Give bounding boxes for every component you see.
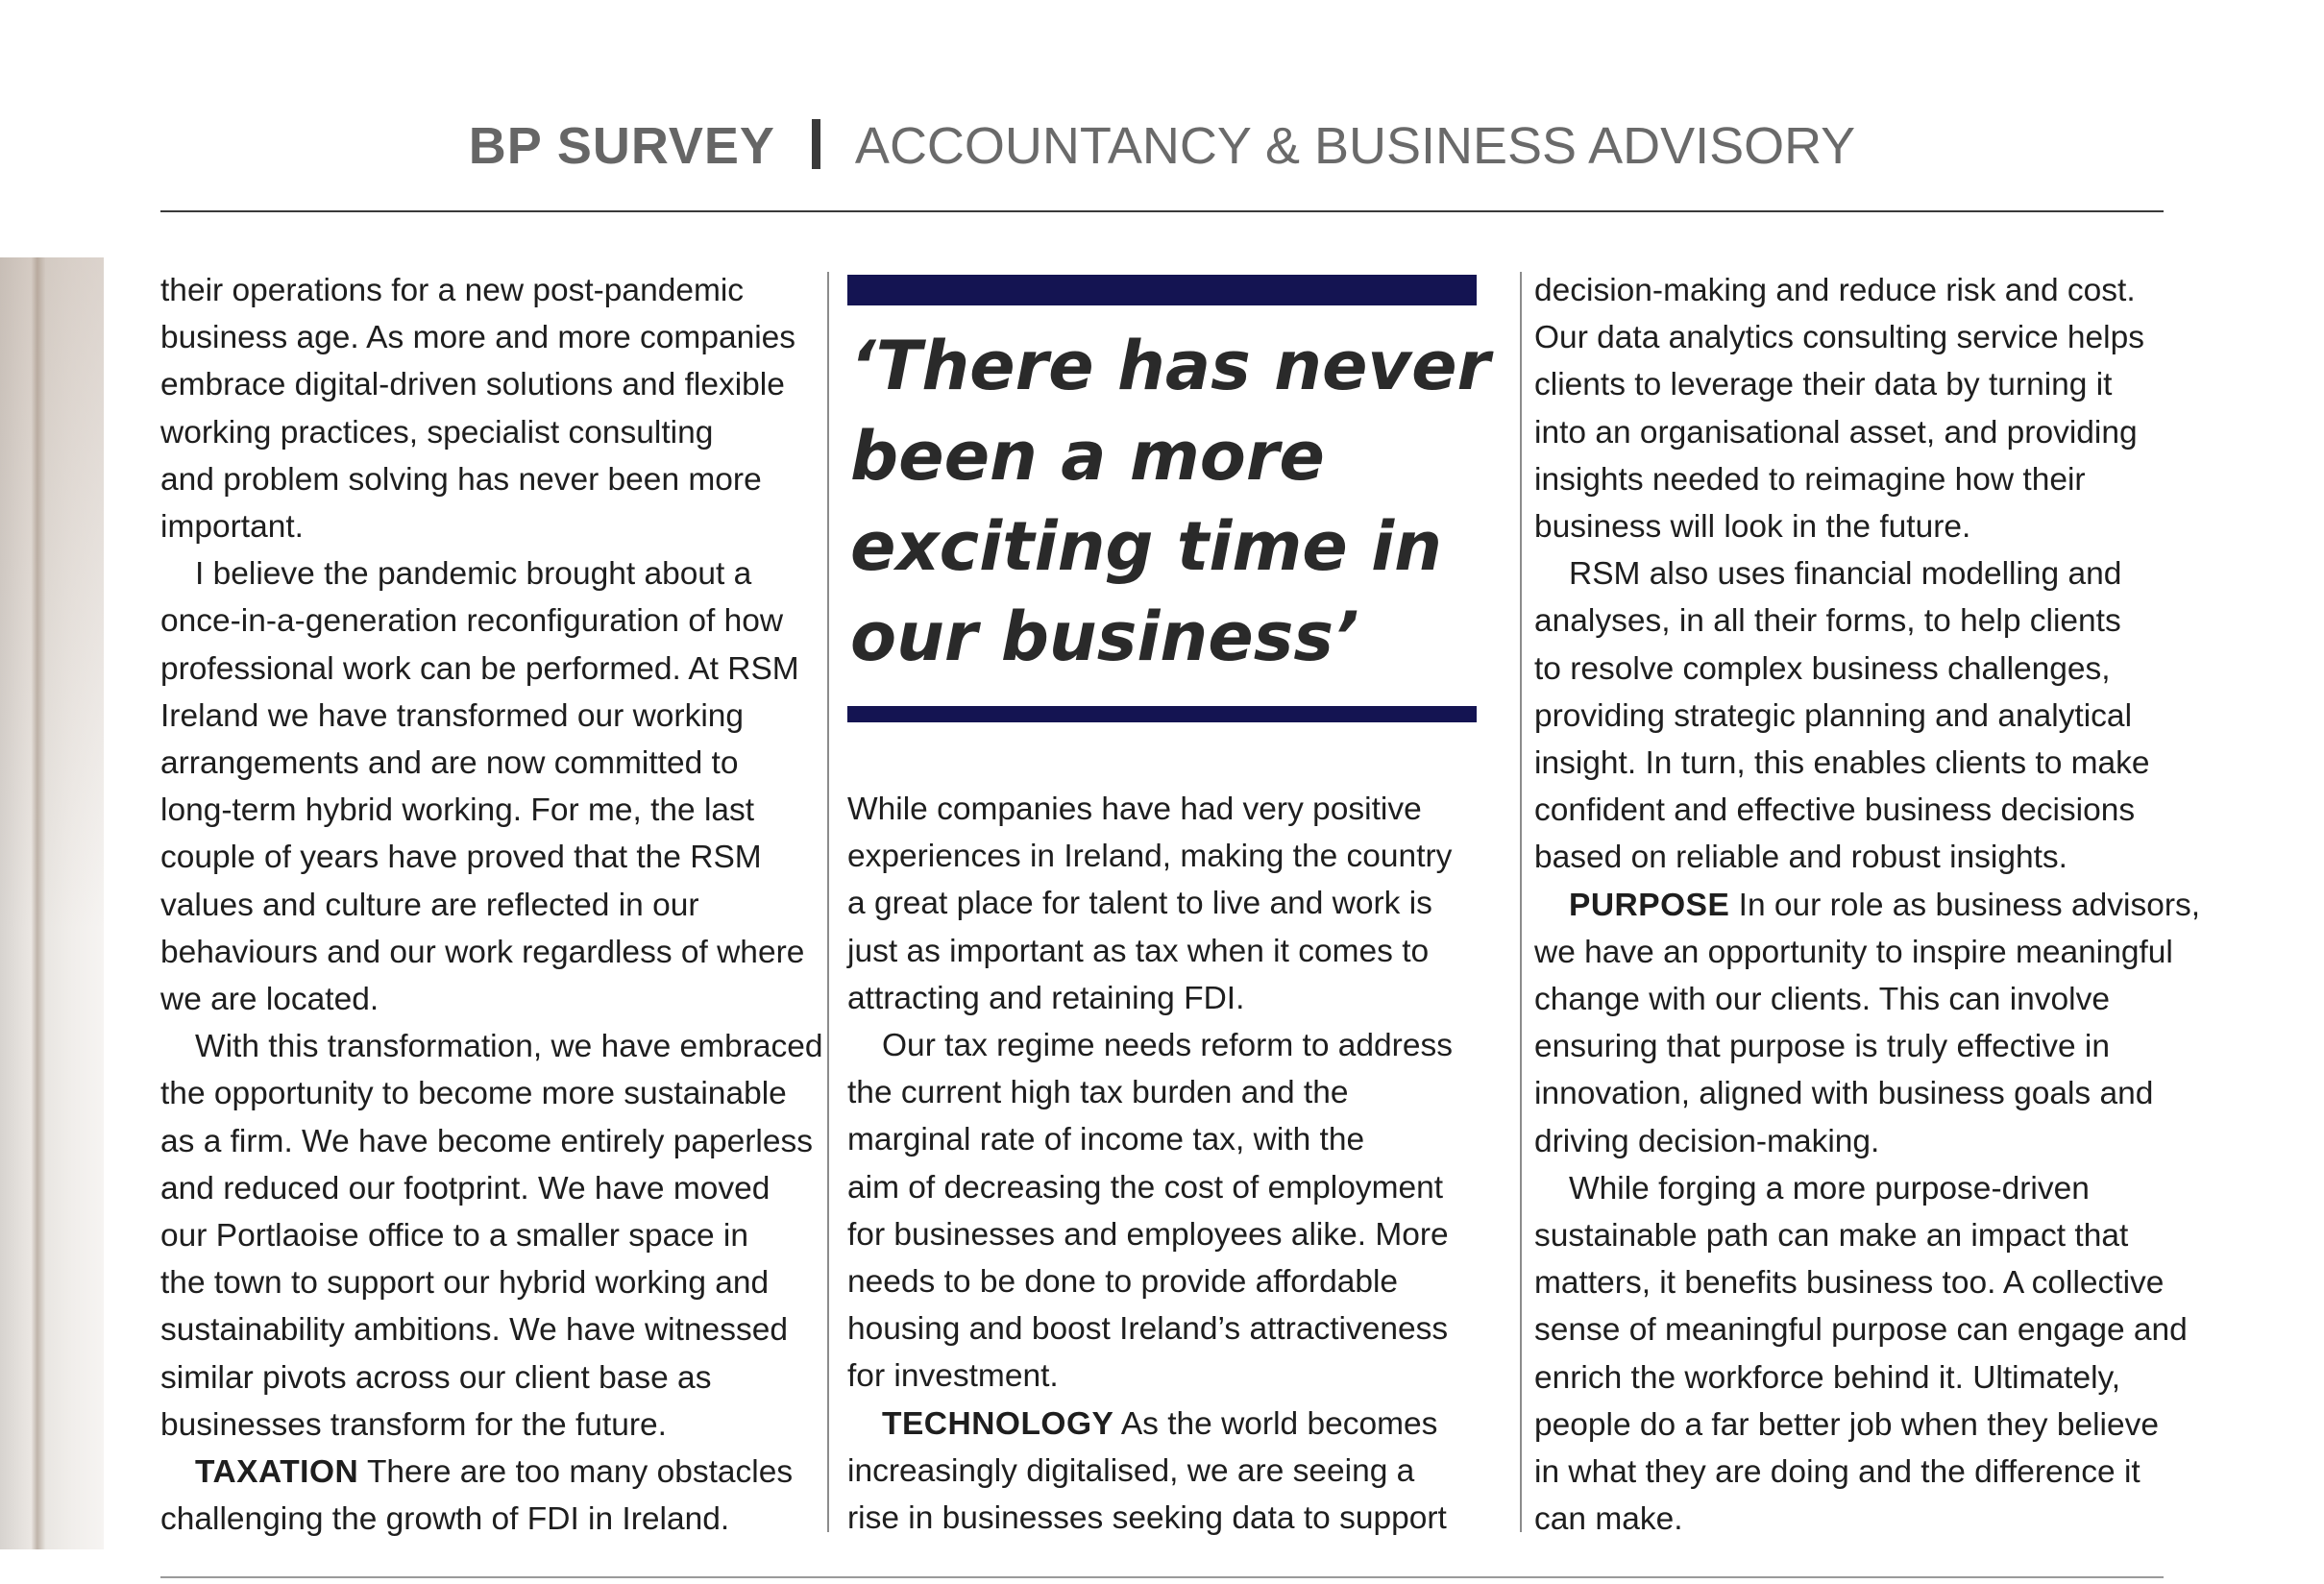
text-line [160,1449,814,1496]
subhead-taxation: TAXATION [195,1454,359,1491]
text-line: similar pivots across our client base as [160,1359,712,1396]
page-header [0,108,2324,184]
pullquote-line: exciting time in [850,507,1442,586]
text-line: for businesses and employees alike. More [847,1216,1449,1253]
text-line: the opportunity to become more sustainable [160,1076,787,1112]
text-line: for investment. [847,1358,1059,1395]
text-line: business age. As more and more companies [160,320,796,356]
text-line: While forging a more purpose-driven [1569,1170,2090,1206]
pullquote-bar-bottom [847,706,1477,722]
text-line: Our data analytics consulting service helps [1534,320,2144,356]
pullquote-line: been a more [850,417,1325,496]
text-line: sustainable path can make an impact that [1534,1218,2129,1255]
text-line: Ireland we have transformed our working [160,697,745,734]
text-line: their operations for a new post-pandemic [160,273,745,308]
text-line: clients to leverage their data by turning it [1534,367,2113,403]
text-line: our Portlaoise office to a smaller space in [160,1218,748,1255]
text-line: enrich the workforce behind it. Ultimately, [1534,1359,2121,1396]
column-divider-1 [827,272,829,1532]
paragraph [847,1401,1481,1543]
pullquote [850,321,1491,682]
header-rule [160,210,2164,212]
text-line: businesses transform for the future. [160,1406,667,1443]
text-run: In our role as business advisors, [1729,887,2201,923]
text-line: important. [160,509,304,546]
text-line: providing strategic planning and analytical [1534,697,2133,734]
text-line: attracting and retaining FDI. [847,980,1245,1016]
text-line: driving decision-making. [1534,1123,1880,1159]
article-column-3 [1534,267,2201,1543]
pullquote-line: ‘There has never [850,327,1491,405]
text-line: the town to support our hybrid working and [160,1265,770,1302]
text-line: analyses, in all their forms, to help clients [1534,603,2121,640]
pullquote-bar-top [847,275,1477,305]
text-line: long-term hybrid working. For me, the last [160,792,755,829]
paragraph [160,1023,823,1449]
text-line: as a firm. We have become entirely paperless [160,1123,813,1159]
text-line: we have an opportunity to inspire meaningful [1534,934,2173,970]
text-line: we are located. [160,982,379,1018]
paragraph [1534,550,2178,881]
paragraph [160,1449,814,1543]
subhead-technology: TECHNOLOGY [882,1405,1114,1442]
text-line [1534,882,2201,929]
text-line: experiences in Ireland, making the country [847,839,1453,875]
text-run: There are too many obstacles [358,1454,794,1491]
survey-label: BP SURVEY [468,117,775,175]
paragraph [847,1022,1481,1401]
text-line: confident and effective business decisions [1534,792,2136,829]
text-line: people do a far better job when they believe [1534,1406,2159,1443]
side-photo-strip [0,257,104,1549]
text-line: working practices, specialist consulting [160,414,714,451]
text-line: just as important as tax when it comes to [847,933,1430,969]
paragraph [1534,882,2201,1165]
text-line: insights needed to reimagine how their [1534,461,2086,498]
text-run: As the world becomes [1113,1405,1438,1442]
text-line: housing and boost Ireland’s attractiveness [847,1311,1449,1348]
text-line: professional work can be performed. At RSM [160,650,799,687]
text-line: increasingly digitalised, we are seeing a [847,1452,1415,1489]
text-line: based on reliable and robust insights. [1534,840,2067,876]
text-line: couple of years have proved that the RSM [160,840,762,876]
paragraph [160,550,814,1023]
text-line: Our tax regime needs reform to address [882,1028,1453,1064]
text-line: innovation, aligned with business goals and [1534,1076,2154,1112]
text-line: change with our clients. This can involve [1534,982,2110,1018]
text-line: can make. [1534,1501,1683,1538]
text-line: and reduced our footprint. We have moved [160,1170,771,1206]
text-line: the current high tax burden and the [847,1075,1349,1111]
text-line: values and culture are reflected in our [160,887,699,923]
article-column-2 [847,786,1481,1542]
text-line: into an organisational asset, and providing [1534,414,2138,451]
text-line: While companies have had very positive [847,792,1422,827]
text-line: RSM also uses financial modelling and [1569,556,2122,593]
paragraph [847,786,1481,1022]
text-line [847,1401,1481,1448]
text-line: a great place for talent to live and work is [847,886,1432,922]
text-line: sense of meaningful purpose can engage and [1534,1312,2188,1349]
header-separator [812,119,820,169]
text-line: challenging the growth of FDI in Ireland. [160,1501,730,1538]
article-column-1 [160,267,823,1543]
text-line: I believe the pandemic brought about a [195,556,752,593]
text-line: insight. In turn, this enables clients to make [1534,745,2150,782]
text-line: business will look in the future. [1534,509,1971,546]
text-line: and problem solving has never been more [160,461,762,498]
paragraph [1534,1165,2188,1544]
text-line: decision-making and reduce risk and cost. [1534,273,2136,308]
subhead-purpose: PURPOSE [1569,887,1730,923]
text-line: marginal rate of income tax, with the [847,1122,1365,1158]
text-line: embrace digital-driven solutions and flexible [160,367,785,403]
text-line: With this transformation, we have embraced [195,1029,823,1065]
paragraph [1534,267,2178,550]
paragraph [160,267,814,550]
footer-rule [160,1576,2164,1578]
text-line: once-in-a-generation reconfiguration of how [160,603,784,640]
text-line: in what they are doing and the difference it [1534,1454,2141,1491]
text-line: arrangements and are now committed to [160,745,739,782]
text-line: needs to be done to provide affordable [847,1264,1399,1301]
text-line: behaviours and our work regardless of where [160,934,805,970]
column-divider-2 [1520,272,1522,1532]
text-line: aim of decreasing the cost of employment [847,1169,1444,1206]
text-line: rise in businesses seeking data to support [847,1500,1447,1537]
pullquote-line: our business’ [850,597,1359,676]
text-line: to resolve complex business challenges, [1534,650,2111,687]
text-line: sustainability ambitions. We have witnessed [160,1312,788,1349]
section-title: ACCOUNTANCY & BUSINESS ADVISORY [854,117,1856,175]
text-line: ensuring that purpose is truly effective in [1534,1029,2110,1065]
text-line: matters, it benefits business too. A collective [1534,1265,2165,1302]
